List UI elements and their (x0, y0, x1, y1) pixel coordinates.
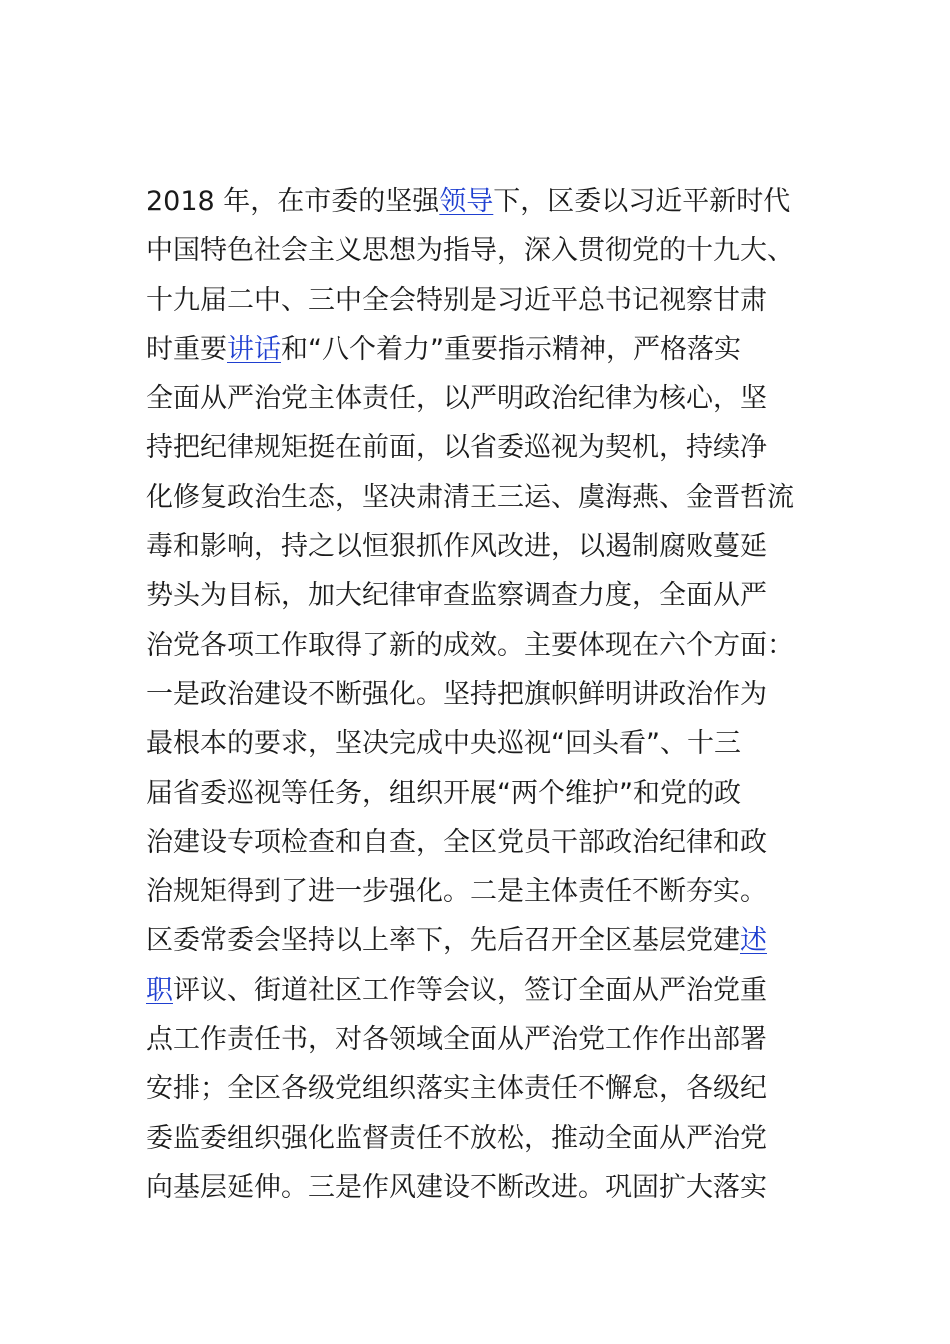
text-line (146, 916, 826, 965)
text-run: 下，区委以习近平新时代 (493, 186, 791, 217)
text-line (146, 1114, 826, 1163)
text-line (146, 867, 826, 916)
inline-link[interactable]: 述 (740, 925, 767, 957)
text-run: 委监委组织强化监督责任不放松，推动全面从严治党 (146, 1122, 767, 1154)
text-run: 评议、街道社区工作等会议，签订全面从严治党重 (173, 974, 767, 1006)
text-line (146, 325, 826, 374)
text-run: 向基层延伸。三是作风建设不断改进。巩固扩大落实 (146, 1171, 767, 1203)
inline-link[interactable]: 讲话 (227, 333, 281, 365)
text-run: 十九届二中、三中全会特别是习近平总书记视察甘肃 (146, 284, 767, 316)
text-run: 2018 年，在市委的坚强 (146, 186, 440, 217)
text-run: 最根本的要求，坚决完成中央巡视“回头看”、十三 (146, 728, 741, 760)
text-line (146, 473, 826, 522)
text-run: 持把纪律规矩挺在前面，以省委巡视为契机，持续净 (146, 432, 767, 464)
text-run: 届省委巡视等任务，组织开展“两个维护”和党的政 (146, 777, 741, 809)
text-run: 中国特色社会主义思想为指导，深入贯彻党的十九大、 (146, 235, 794, 267)
text-line (146, 522, 826, 571)
text-line (146, 818, 826, 867)
text-run: 一是政治建设不断强化。坚持把旗帜鲜明讲政治作为 (146, 678, 767, 710)
text-run: 安排；全区各级党组织落实主体责任不懈怠，各级纪 (146, 1073, 767, 1105)
text-run: 治建设专项检查和自查，全区党员干部政治纪律和政 (146, 826, 767, 858)
text-line (146, 571, 826, 620)
text-run: 毒和影响，持之以恒狠抓作风改进，以遏制腐败蔓延 (146, 531, 767, 563)
text-run: 势头为目标，加大纪律审查监察调查力度，全面从严 (146, 580, 767, 612)
text-line (146, 1064, 826, 1113)
text-run: 和“八个着力”重要指示精神，严格落实 (281, 333, 741, 365)
text-line (146, 1015, 826, 1064)
text-run: 时重要 (146, 333, 227, 365)
inline-link[interactable]: 职 (146, 974, 173, 1006)
text-line (146, 423, 826, 472)
inline-link[interactable]: 领导 (439, 186, 494, 217)
text-line (146, 621, 826, 670)
text-run: 点工作责任书，对各领域全面从严治党工作作出部署 (146, 1024, 767, 1056)
text-line (146, 374, 826, 423)
text-line (146, 719, 826, 768)
text-run: 区委常委会坚持以上率下，先后召开全区基层党建 (146, 925, 740, 957)
text-line (146, 1163, 826, 1212)
text-line (146, 670, 826, 719)
text-run: 化修复政治生态，坚决肃清王三运、虞海燕、金晋哲流 (146, 481, 794, 513)
text-run: 治规矩得到了进一步强化。二是主体责任不断夯实。 (146, 876, 767, 908)
text-line (146, 276, 826, 325)
text-run: 治党各项工作取得了新的成效。主要体现在六个方面： (146, 629, 794, 661)
text-run: 全面从严治党主体责任，以严明政治纪律为核心，坚 (146, 383, 767, 415)
text-line (146, 769, 826, 818)
text-line (146, 177, 826, 226)
body-paragraph (146, 177, 826, 1212)
text-line (146, 966, 826, 1015)
text-line (146, 226, 826, 275)
